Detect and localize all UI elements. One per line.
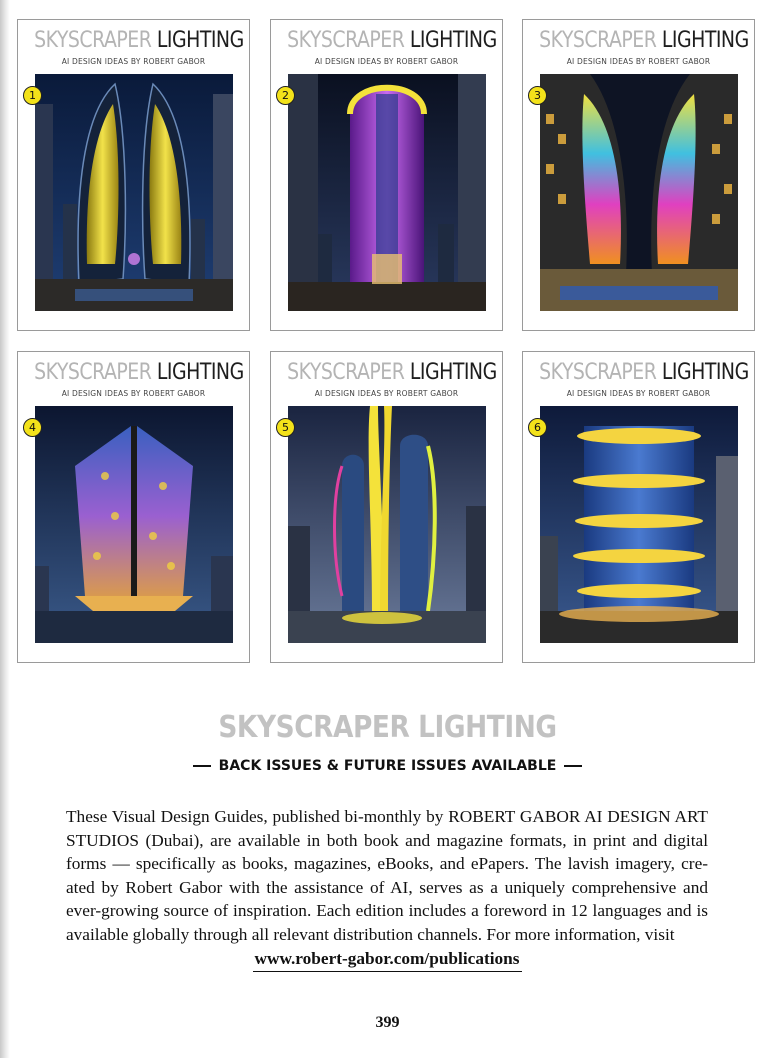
section-subtitle: BACK ISSUES & FUTURE ISSUES AVAILABLE — [0, 758, 775, 774]
cover-image-golden-ring-tower — [540, 406, 738, 643]
cover-title: SKYSCRAPER LIGHTING — [287, 28, 497, 53]
cover-image-rainbow-towers — [540, 74, 738, 311]
cover-subtitle: AI DESIGN IDEAS BY ROBERT GABOR — [566, 389, 711, 398]
description-paragraph — [66, 805, 708, 970]
cover-subtitle: AI DESIGN IDEAS BY ROBERT GABOR — [314, 57, 459, 66]
cover-issue-3[interactable] — [522, 19, 755, 331]
cover-image-butterfly-tower — [35, 406, 233, 643]
issue-number-badge: 5 — [276, 418, 295, 437]
cover-title: SKYSCRAPER LIGHTING — [539, 28, 749, 53]
cover-title: SKYSCRAPER LIGHTING — [287, 360, 497, 385]
issue-number-badge: 6 — [528, 418, 547, 437]
cover-issue-5[interactable] — [270, 351, 503, 663]
link-line — [66, 947, 708, 971]
issue-number-badge: 1 — [23, 86, 42, 105]
cover-title: SKYSCRAPER LIGHTING — [34, 28, 244, 53]
cover-subtitle: AI DESIGN IDEAS BY ROBERT GABOR — [566, 57, 711, 66]
cover-image-violet-tower — [288, 74, 486, 311]
cover-image-yellow-spire-towers — [288, 406, 486, 643]
dash-right — [564, 765, 582, 767]
section-title: SKYSCRAPER LIGHTING — [218, 710, 557, 745]
cover-issue-4[interactable] — [17, 351, 250, 663]
cover-title: SKYSCRAPER LIGHTING — [34, 360, 244, 385]
issue-number-badge: 3 — [528, 86, 547, 105]
issue-number-badge: 2 — [276, 86, 295, 105]
cover-issue-6[interactable] — [522, 351, 755, 663]
page-spine-shadow — [0, 0, 10, 1058]
cover-issue-1[interactable] — [17, 19, 250, 331]
publications-link[interactable]: www.robert-gabor.com/publications — [253, 949, 522, 972]
description-text: These Visual Design Guides, published bi-monthly by ROBERT GABOR AI DESIGN ART STUDIOS (Dubai), are available in both book and magazine formats, in print and digital forms — specifically as books, magazines, eBooks, and ePapers. The lavish imagery, cre-ated by Robert Gabor with the assistance of AI, serves as a uniquely comprehensive and ever-growing source of inspiration. Each edition includes a foreword in 12 languages and is available globally through all relevant distribution channels. For more information, visit — [66, 807, 708, 944]
cover-subtitle: AI DESIGN IDEAS BY ROBERT GABOR — [61, 389, 206, 398]
dash-left — [193, 765, 211, 767]
cover-subtitle: AI DESIGN IDEAS BY ROBERT GABOR — [61, 57, 206, 66]
cover-subtitle: AI DESIGN IDEAS BY ROBERT GABOR — [314, 389, 459, 398]
cover-title: SKYSCRAPER LIGHTING — [539, 360, 749, 385]
cover-issue-2[interactable] — [270, 19, 503, 331]
cover-image-twin-leaf-towers — [35, 74, 233, 311]
issue-number-badge: 4 — [23, 418, 42, 437]
page-number: 399 — [375, 1014, 400, 1031]
